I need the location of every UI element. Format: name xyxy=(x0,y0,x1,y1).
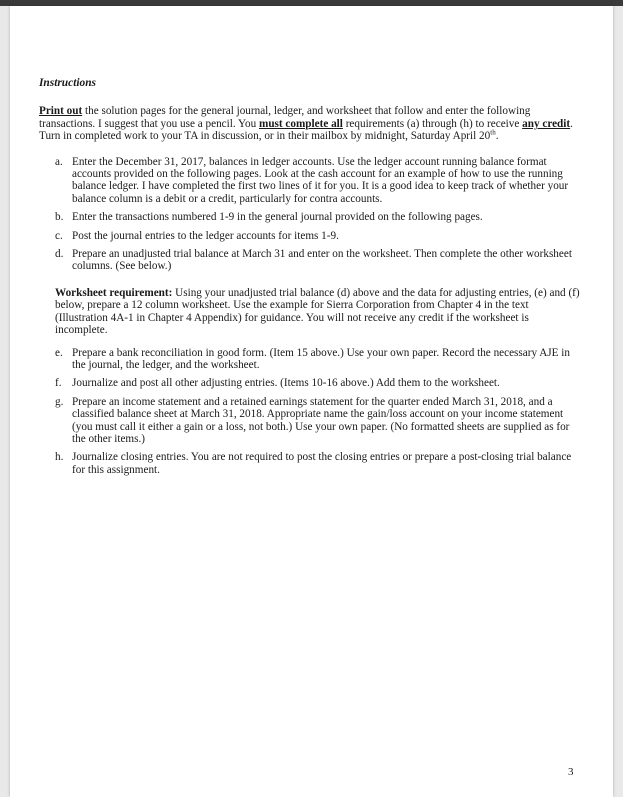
list-item-label: d. xyxy=(55,248,64,261)
list-item-f xyxy=(55,377,581,389)
list-item-b xyxy=(55,211,581,223)
list-item-label: c. xyxy=(55,229,63,242)
list-item-c xyxy=(55,230,581,242)
list-item-text: Journalize closing entries. You are not required to post the closing entries or prepare a post-closing trial balance for this assignment. xyxy=(72,451,572,476)
intro-text-3: . Turn in completed work to your TA in discussion, or in their mailbox by midnight, Saturday April 20 xyxy=(39,117,573,143)
intro-text-end: . xyxy=(495,130,499,143)
list-item-text: Post the journal entries to the ledger accounts for items 1-9. xyxy=(72,229,339,242)
list-item-h xyxy=(55,451,581,476)
list-item-text: Prepare a bank reconciliation in good form. (Item 15 above.) Use your own paper. Record the necessary AJE in the journal, the ledger, and the worksheet. xyxy=(72,346,570,371)
list-item-label: e. xyxy=(55,346,63,359)
must-complete-emphasis: must complete all xyxy=(259,117,343,130)
list-item-e xyxy=(55,347,581,372)
worksheet-requirement-label: Worksheet requirement: xyxy=(55,286,173,299)
list-item-text: Enter the transactions numbered 1-9 in the general journal provided on the following pages. xyxy=(72,211,483,224)
list-item-label: a. xyxy=(55,155,63,168)
worksheet-requirement-text: Using your unadjusted trial balance (d) above and the data for adjusting entries, (e) and (f) below, prepare a 12 column worksheet. Use the example for Sierra Corporation from Chapter 4 in the text (Illustration 4A-1 in Chapter 4 Appendix) for guidance. You will not receive any credit if the worksheet is incomplete. xyxy=(55,286,580,337)
page-number: 3 xyxy=(568,766,574,778)
requirements-list-e-h xyxy=(55,347,581,477)
list-item-text: Journalize and post all other adjusting entries. (Items 10-16 above.) Add them to the worksheet. xyxy=(72,377,500,390)
superscript-th: th xyxy=(490,128,496,137)
document-page xyxy=(10,6,613,797)
list-item-text: Prepare an unadjusted trial balance at March 31 and enter on the worksheet. Then complete the other worksheet columns. (See below.) xyxy=(72,248,572,273)
intro-text-2: requirements (a) through (h) to receive xyxy=(342,117,523,130)
list-item-d xyxy=(55,248,581,273)
list-item-label: b. xyxy=(55,211,64,224)
worksheet-requirement-paragraph xyxy=(55,287,581,337)
list-item-a xyxy=(55,156,581,206)
page-content xyxy=(39,77,581,482)
intro-text-1: the solution pages for the general journal, ledger, and worksheet that follow and enter the following transactions. I suggest that you use a pencil. You xyxy=(39,105,531,130)
list-item-text: Prepare an income statement and a retained earnings statement for the quarter ended March 31, 2018, and a classified balance sheet at March 31, 2018. Appropriate name the gain/loss account on your income statement (you must call it either a gain or a loss, not both.) Use your own paper. (No formatted sheets are supplied as for the other items.) xyxy=(72,395,570,445)
instructions-heading: Instructions xyxy=(39,77,96,89)
list-item-label: g. xyxy=(55,395,64,408)
list-item-text: Enter the December 31, 2017, balances in ledger accounts. Use the ledger account running balance format accounts provided on the following pages. Look at the cash account for an example of how to use the running balance ledger. I have completed the first two lines of it for you. It is a good idea to keep track of whether your balance column is a debit or a credit, particularly for contra accounts. xyxy=(72,155,569,205)
list-item-label: h. xyxy=(55,451,64,464)
requirements-list-a-d xyxy=(55,156,581,273)
intro-paragraph xyxy=(39,105,581,142)
any-credit-emphasis: any credit xyxy=(522,117,571,130)
list-item-g xyxy=(55,396,581,446)
list-item-label: f. xyxy=(55,377,62,390)
print-out-emphasis: Print out xyxy=(39,105,83,118)
